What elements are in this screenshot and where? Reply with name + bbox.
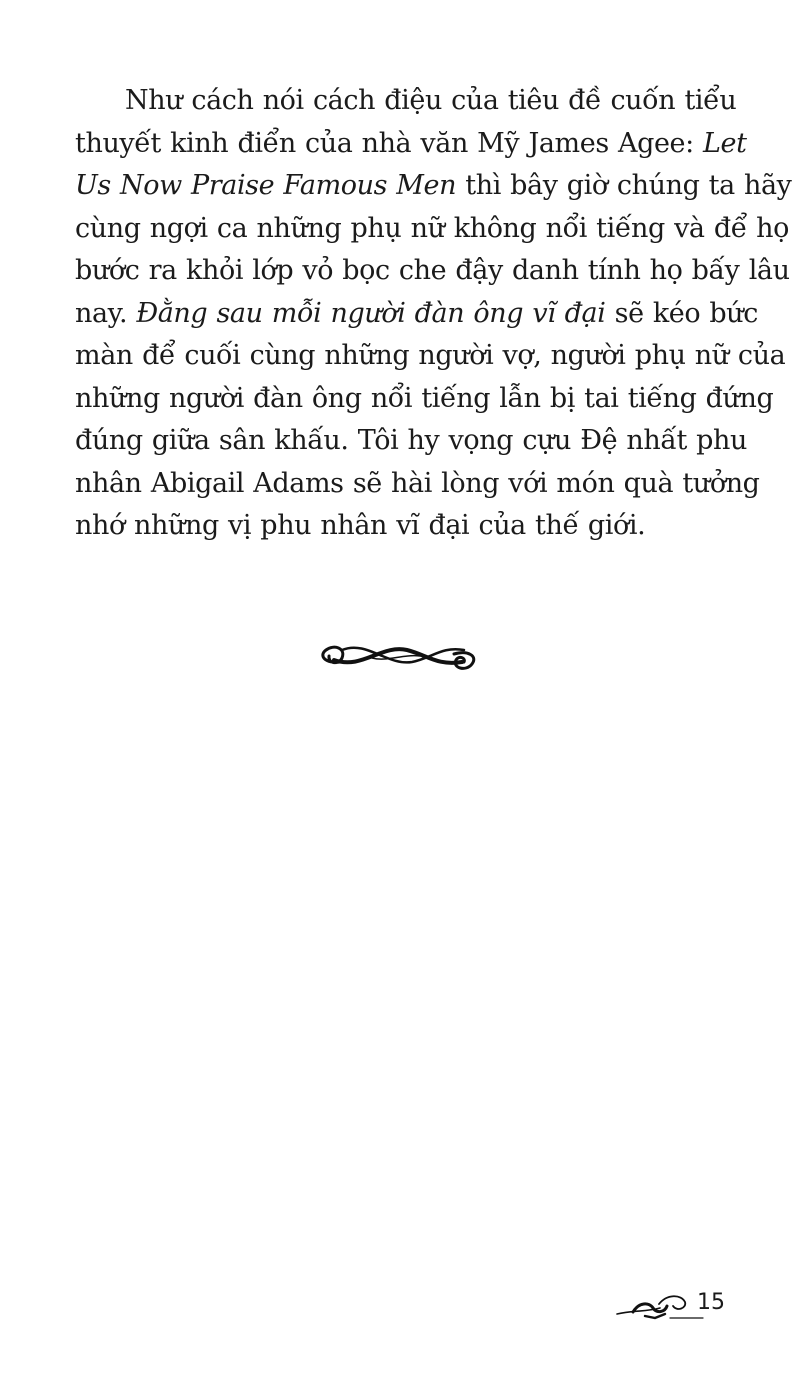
text-run: cùng ngợi ca những phụ nữ không nổi tiếng và để họ: [75, 212, 789, 244]
text-line-5: [75, 250, 790, 293]
text-run: Như cách nói cách điệu của tiêu đề cuốn tiểu: [125, 85, 737, 116]
book-title-italic: Us Now Praise Famous Men: [75, 170, 457, 201]
text-line-9: [75, 420, 747, 463]
text-line-10: [75, 463, 760, 506]
book-title-italic: Let: [703, 127, 747, 159]
text-run: sẽ kéo bức: [605, 297, 759, 329]
text-run: nay.: [75, 297, 137, 329]
text-line-2: [75, 123, 747, 166]
text-run: bước ra khỏi lớp vỏ bọc che đậy danh tính họ bấy lâu: [75, 255, 790, 286]
text-run: nhân Abigail Adams sẽ hài lòng với món quà tưởng: [75, 467, 760, 499]
book-title-italic: Đằng sau mỗi người đàn ông vĩ đại: [136, 297, 606, 329]
text-line-11: [75, 505, 727, 548]
scroll-ornament-icon: [312, 636, 482, 680]
text-run: những người đàn ông nổi tiếng lẫn bị tai tiếng đứng: [75, 382, 774, 414]
text-line-1: [75, 80, 737, 123]
text-line-6: [75, 293, 759, 336]
footer-flourish-icon: [615, 1288, 705, 1324]
text-run: nhớ những vị phu nhân vĩ đại của thế giới.: [75, 510, 646, 541]
text-line-3: [75, 165, 792, 208]
text-run: đúng giữa sân khấu. Tôi hy vọng cựu Đệ nhất phu: [75, 425, 747, 456]
page-number: 15: [697, 1290, 725, 1315]
text-line-4: [75, 208, 789, 251]
text-run: thuyết kinh điển của nhà văn Mỹ James Agee:: [75, 127, 703, 159]
body-paragraph: [75, 80, 792, 548]
text-line-8: [75, 378, 774, 421]
text-run: thì bây giờ chúng ta hãy: [456, 170, 792, 201]
text-run: màn để cuối cùng những người vợ, người phụ nữ của: [75, 340, 786, 371]
text-line-7: [75, 335, 786, 378]
